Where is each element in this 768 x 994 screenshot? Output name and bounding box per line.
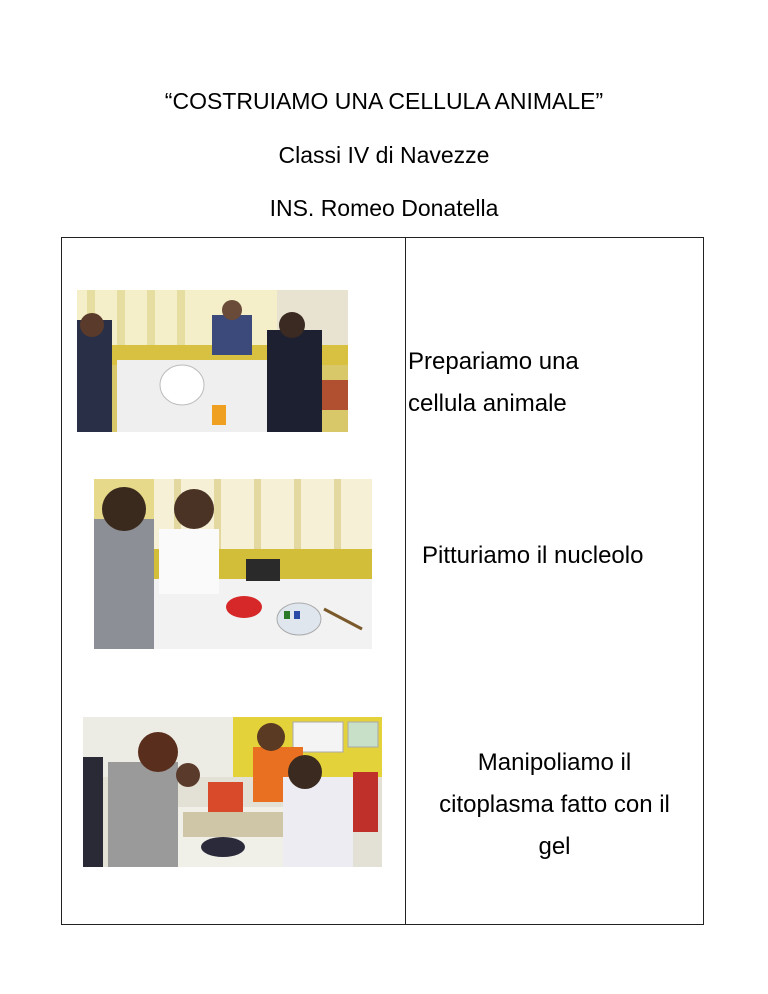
caption-row-1-line-2: cellula animale: [408, 390, 567, 417]
teacher-line: INS. Romeo Donatella: [269, 195, 499, 221]
caption-row-3-line-3: gel: [538, 833, 571, 860]
caption-row-2: [422, 535, 643, 577]
class-line: Classi IV di Navezze: [278, 142, 490, 168]
caption-row-1: [408, 341, 579, 425]
photo-preparing-cell: [77, 290, 348, 432]
document-title: “COSTRUIAMO UNA CELLULA ANIMALE”: [164, 88, 604, 114]
caption-row-3-line-1: Manipoliamo il: [477, 749, 632, 776]
caption-row-3: [405, 742, 704, 868]
photo-handling-cytoplasm: [83, 717, 382, 867]
caption-row-1-line-1: Prepariamo una: [408, 348, 579, 375]
photo-painting-nucleolus: [94, 479, 372, 649]
caption-row-3-line-2: citoplasma fatto con il: [439, 791, 670, 818]
caption-row-2-text: Pitturiamo il nucleolo: [422, 542, 644, 569]
